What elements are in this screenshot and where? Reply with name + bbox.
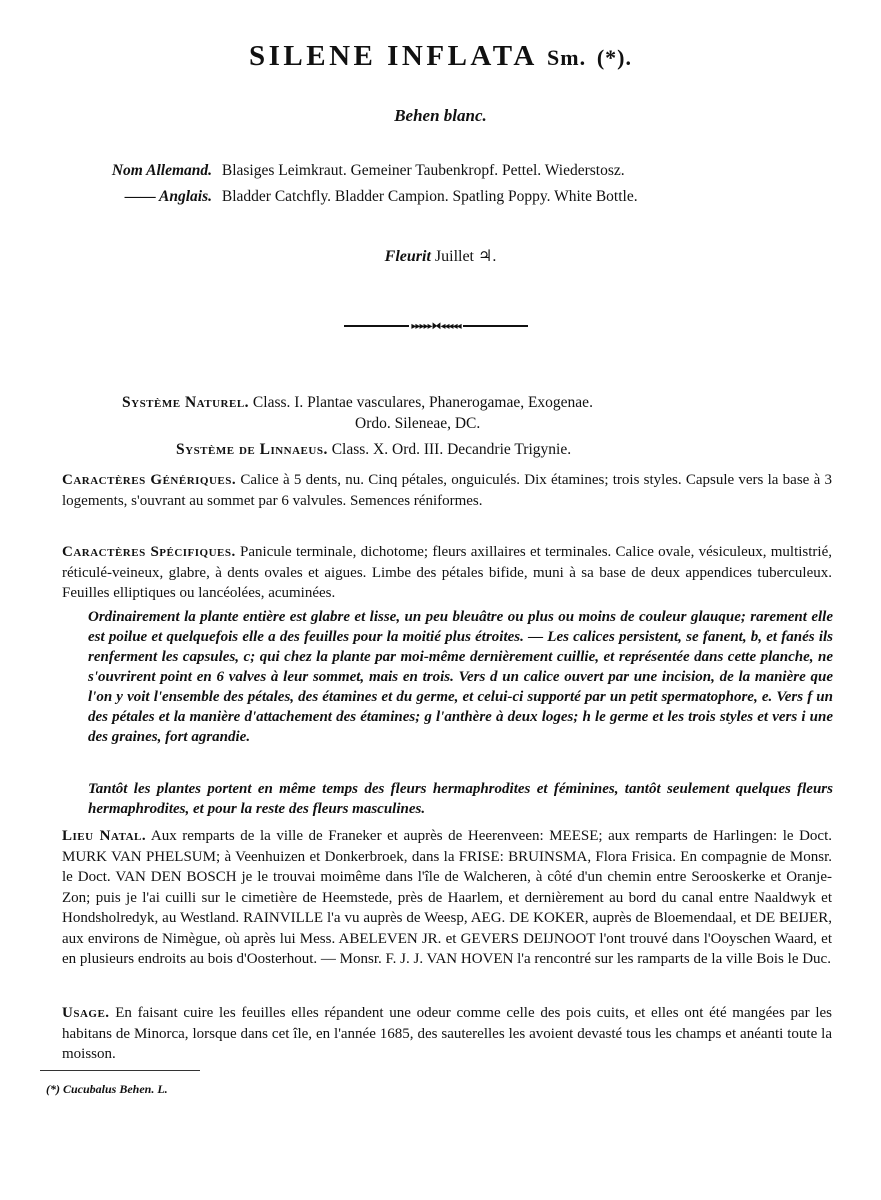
section-heading: Caractères Spécifiques. (62, 544, 236, 560)
systeme-linnaeus-text: Class. X. Ord. III. Decandrie Trigynie. (331, 441, 572, 458)
section-heading: Lieu Natal. (62, 828, 147, 844)
flowering-line (0, 246, 881, 266)
names-value: Bladder Catchfly. Bladder Campion. Spatling Poppy. White Bottle. (221, 188, 638, 205)
section-heading: Système Naturel. (122, 394, 250, 411)
ornament-icon: ▸▸▸▸▸⧓◂◂◂◂◂ (411, 320, 461, 332)
names-value: Blasiges Leimkraut. Gemeiner Taubenkropf. Pettel. Wiederstosz. (221, 162, 625, 179)
ornament-divider (344, 318, 528, 334)
perennial-symbol: ♃. (478, 248, 497, 265)
names-row-english (72, 184, 832, 210)
observation-paragraph-2: Tantôt les plantes portent en même temps des fleurs hermaphrodites et féminines, tantôt seulement quelques fleurs hermaphrodites, et pour la reste des fleurs masculines. (88, 781, 833, 817)
section-text: Panicule terminale, dichotome; fleurs axillaires et terminales. Calice ovale, vésiculeux, multistrié, réticulé-veineux, glabre, à dents ovales et aigues. Limbe des pétales bifide, muni à sa base de deux appendices tuberculeux. Feuilles elliptiques ou lancéolées, acuminées. (62, 544, 832, 601)
systeme-naturel-line1: Class. I. Plantae vasculares, Phanerogamae, Exogenae. (252, 394, 593, 411)
footnote: (*) Cucubalus Behen. L. (46, 1082, 168, 1096)
flowering-label: Fleurit (384, 248, 431, 265)
systeme-naturel (122, 392, 842, 434)
caracteres-generiques (62, 470, 832, 511)
usage (62, 1003, 832, 1065)
section-heading: Caractères Génériques. (62, 472, 237, 488)
names-label: —— Anglais. (124, 188, 212, 205)
section-text: Calice à 5 dents, nu. Cinq pétales, onguiculés. Dix étamines; trois styles. Capsule vers la base à 3 logements, s'ouvrant au sommet par 6 valvules. Semences réniformes. (62, 472, 832, 509)
section-heading: Usage. (62, 1005, 110, 1021)
lieu-natal (62, 826, 832, 970)
page-title (0, 40, 881, 73)
section-heading: Système de Linnaeus. (176, 441, 328, 458)
subtitle: Behen blanc. (394, 106, 487, 125)
names-row-german (72, 158, 832, 184)
common-names (72, 158, 832, 210)
footnote-rule (40, 1070, 200, 1071)
systeme-linnaeus (176, 441, 856, 459)
title-main: SILENE INFLATA (249, 40, 537, 72)
title-author: Sm. (547, 45, 587, 70)
names-label: Nom Allemand. (111, 162, 212, 179)
flowering-month: Juillet (434, 248, 474, 265)
observation-paragraph: Ordinairement la plante entière est glabre et lisse, un peu bleuâtre ou plus ou moins de couleur glauque; rarement elle est poilue et quelquefois elle a des feuilles pour la moitié plus étroites. — Les calices persistent, se fanent, b, et fanés ils renferment les capsules, c; qui chez la plante par moi-même dernièrement cuillie, et représentée dans cette planche, ne s'ouvrirent point en 6 valves à leur sommet, mais en trois. Vers d un calice ouvert par une incision, de la manière que l'on y voit l'ensemble des pétales, des étamines et du germe, et celui-ci supporté par un petit spermatophore, e. Vers f un des pétales et la manière d'attachement des étamines; g l'anthère à deux loges; h le germe et les trois styles et vers i une des graines, fort agrandie. (88, 609, 833, 745)
title-note: (*). (596, 45, 632, 70)
section-text: Aux remparts de la ville de Franeker et auprès de Heerenveen: MEESE; aux remparts de Harlingen: le Doct. MURK VAN PHELSUM; à Veenhuizen et Donkerbroek, dans la FRISE: BRUINSMA, Flora Frisica. En compagnie de Monsr. le Doct. VAN DEN BOSCH je le trouvai moimême dans l'île de Walcheren, à côté d'un chemin entre Serooskerke et Oranje-Zon; puis je l'ai cuilli sur le cimetière de Heemstede, près de Haarlem, et dernièrement au bord du canal entre Naaldwyk et Hondsholredyk, au Westland. RAINVILLE l'a vu auprès de Weesp, AEG. DE KOKER, auprès de Bloemendaal, et DE BEIJER, aux environs de Nimègue, où après lui Mess. ABELEVEN JR. et GEVERS DEIJNOOT l'ont trouvé dans l'Ooyschen Waard, et en plusieurs endroits au bois d'Oosterhout. — Monsr. F. J. J. VAN HOVEN l'a rencontré sur les ramparts de la ville Bois le Duc. (62, 828, 832, 967)
systeme-naturel-line2: Ordo. Sileneae, DC. (355, 415, 481, 432)
section-text: En faisant cuire les feuilles elles répandent une odeur comme celle des pois cuits, et elles ont été mangées par les habitans de Minorca, lorsque dans cet île, en l'année 1685, des sauterelles les avoient devasté tous les champs et anéanti toute la moisson. (62, 1005, 833, 1062)
caracteres-specifiques (62, 542, 832, 604)
